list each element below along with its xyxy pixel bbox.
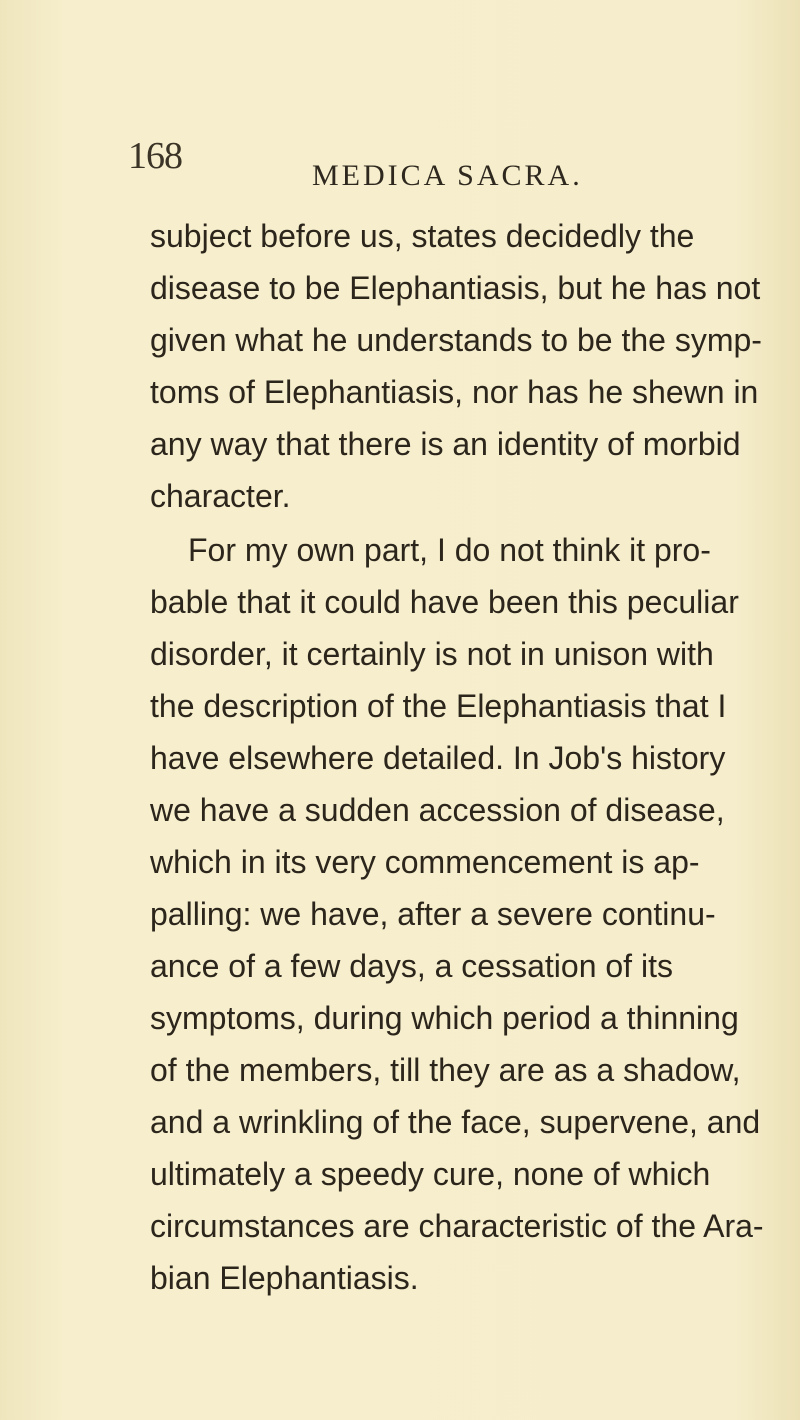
text-line: given what he understands to be the symp-	[150, 322, 762, 358]
text-line: have elsewhere detailed. In Job's history	[150, 740, 726, 776]
text-line-indented: For my own part, I do not think it pro-	[188, 532, 711, 568]
text-line: circumstances are characteristic of the Ara-	[150, 1208, 764, 1244]
text-line: ultimately a speedy cure, none of which	[150, 1156, 711, 1192]
text-line: which in its very commencement is ap-	[150, 844, 700, 880]
page-number: 168	[128, 135, 182, 177]
text-line: bable that it could have been this peculiar	[150, 584, 739, 620]
text-line: bian Elephantiasis.	[150, 1260, 419, 1296]
text-line: disorder, it certainly is not in unison with	[150, 636, 714, 672]
text-line: any way that there is an identity of morbid	[150, 426, 741, 462]
text-line: ance of a few days, a cessation of its	[150, 948, 673, 984]
text-line: the description of the Elephantiasis that I	[150, 688, 727, 724]
running-title: MEDICA SACRA.	[312, 159, 583, 192]
text-line: subject before us, states decidedly the	[150, 218, 695, 254]
text-line: we have a sudden accession of disease,	[150, 792, 725, 828]
text-line: character.	[150, 478, 291, 514]
text-line: disease to be Elephantiasis, but he has not	[150, 270, 761, 306]
text-line: palling: we have, after a severe continu-	[150, 896, 716, 932]
text-line: of the members, till they are as a shadow,	[150, 1052, 741, 1088]
text-line: and a wrinkling of the face, supervene, and	[150, 1104, 761, 1140]
text-line: toms of Elephantiasis, nor has he shewn in	[150, 374, 759, 410]
text-line: symptoms, during which period a thinning	[150, 1000, 739, 1036]
